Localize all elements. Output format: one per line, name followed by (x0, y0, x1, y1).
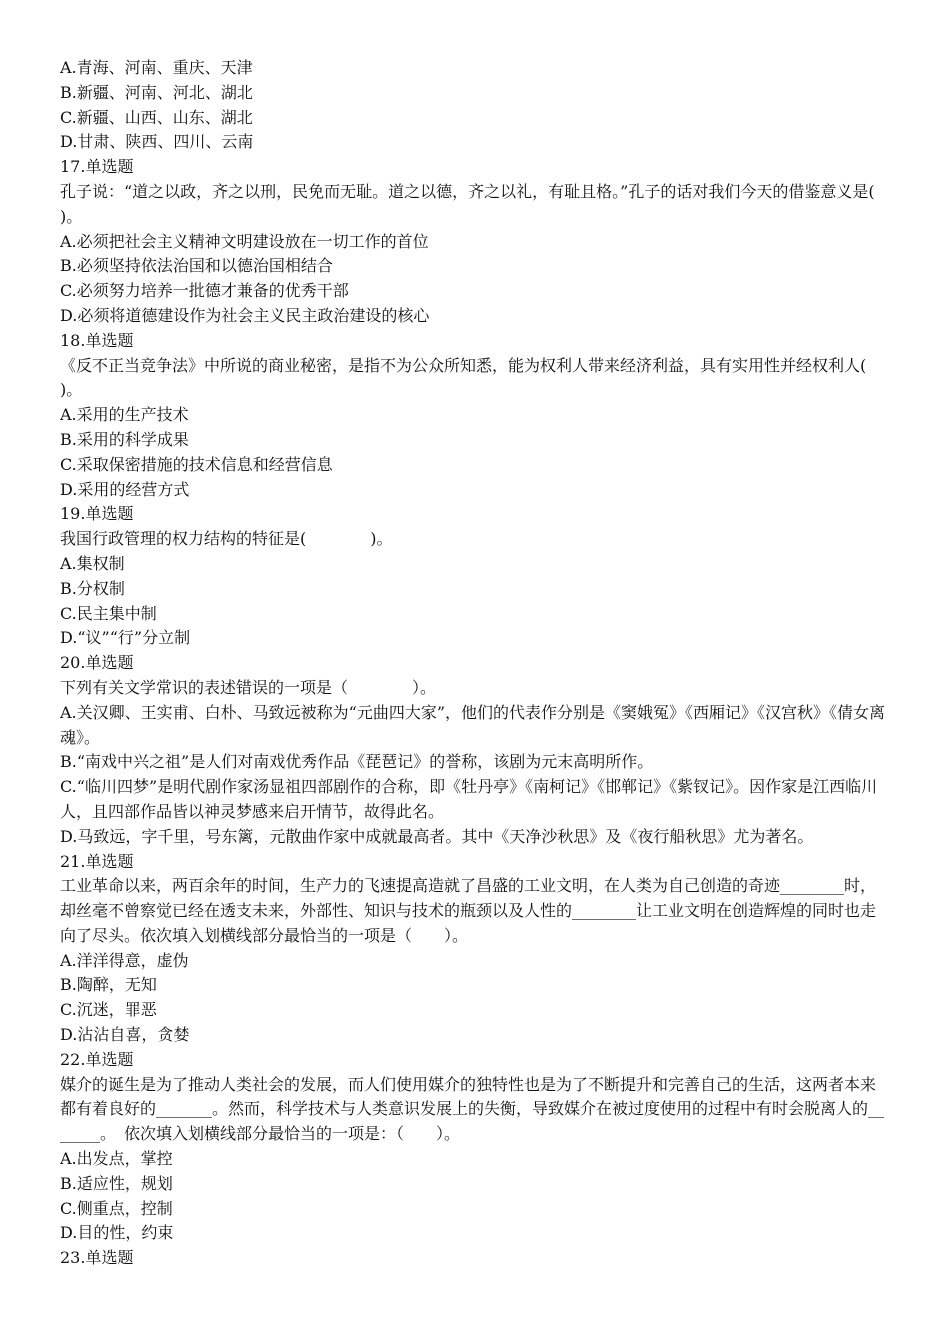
option-c: C.侧重点，控制 (60, 1198, 173, 1218)
option-a: A.关汉卿、王实甫、白朴、马致远被称为“元曲四大家”，他们的代表作分别是《窦娥冤》《西厢记》《汉宫秋》《倩女离魂》。 (60, 702, 886, 747)
option-c: C.采取保密措施的技术信息和经营信息 (60, 454, 333, 474)
question-21 (60, 850, 890, 1048)
option-c: C.民主集中制 (60, 603, 157, 623)
question-stem: 《反不正当竞争法》中所说的商业秘密，是指不为公众所知悉，能为权利人带来经济利益，具有实用性并经权利人( )。 (60, 355, 915, 400)
question-stem: 孔子说：“道之以政，齐之以刑，民免而无耻。道之以德，齐之以礼，有耻且格。”孔子的话对我们今天的借鉴意义是( )。 (60, 181, 939, 226)
question-heading: 22.单选题 (60, 1049, 134, 1069)
question-23 (60, 1246, 890, 1271)
option-d: D.目的性，约束 (60, 1223, 174, 1243)
option-c: C.“临川四梦”是明代剧作家汤显祖四部剧作的合称，即《牡丹亭》《南柯记》《邯郸记》《紫钗记》。因作家是江西临川人，且四部作品皆以神灵梦感来启开情节，故得此名。 (60, 777, 878, 821)
option-b: B.必须坚持依法治国和以德治国相结合 (60, 256, 333, 276)
option-a: A.洋洋得意，虚伪 (60, 950, 189, 970)
question-stem: 我国行政管理的权力结构的特征是( )。 (60, 529, 393, 549)
option-b: B.“南戏中兴之祖”是人们对南戏优秀作品《琵琶记》的誉称，该剧为元末高明所作。 (60, 752, 654, 772)
option-b: B.采用的科学成果 (60, 429, 189, 449)
question-20 (60, 651, 890, 849)
option-d: D.必须将道德建设作为社会主义民主政治建设的核心 (60, 305, 430, 325)
exam-content (60, 56, 939, 1271)
question-heading: 21.单选题 (60, 851, 134, 871)
question-19 (60, 502, 890, 651)
option-b: B.陶醉，无知 (60, 975, 157, 995)
option-c: C.必须努力培养一批德才兼备的优秀干部 (60, 281, 349, 301)
option-c: C.沉迷，罪恶 (60, 1000, 157, 1020)
question-16 (60, 56, 890, 155)
question-heading: 23.单选题 (60, 1248, 134, 1268)
option-b: B.分权制 (60, 578, 125, 598)
question-22 (60, 1048, 890, 1246)
option-a: A.出发点，掌控 (60, 1149, 173, 1169)
option-d: D.采用的经营方式 (60, 479, 190, 499)
question-heading: 17.单选题 (60, 157, 134, 177)
question-stem: 媒介的诞生是为了推动人类社会的发展，而人们使用媒介的独特性也是为了不断提升和完善自己的生活，这两者本来都有着良好的_______。然而，科学技术与人类意识发展上的失衡，导致媒介在被过度使用的过程中有时会脱离人的_______。 依次填入划横线部分最恰当的一项是：（ ）。 (60, 1074, 885, 1144)
question-heading: 18.单选题 (60, 330, 134, 350)
question-stem: 下列有关文学常识的表述错误的一项是（ ）。 (60, 677, 437, 697)
option-a: A.必须把社会主义精神文明建设放在一切工作的首位 (60, 231, 429, 251)
option-d: D.“议”“行”分立制 (60, 628, 191, 648)
question-stem: 工业革命以来，两百余年的时间，生产力的飞速提高造就了昌盛的工业文明，在人类为自己创造的奇迹________时，却丝毫不曾察觉已经在透支未来，外部性、知识与技术的瓶颈以及人性的________让工业文明在创造辉煌的同时也走向了尽头。依次填入划横线部分最恰当的一项是（ ）。 (60, 876, 877, 945)
option-d: D.甘肃、陕西、四川、云南 (60, 132, 254, 152)
option-a: A.青海、河南、重庆、天津 (60, 58, 253, 77)
question-17 (60, 155, 939, 329)
option-a: A.采用的生产技术 (60, 405, 189, 425)
question-18 (60, 329, 915, 503)
option-b: B.新疆、河南、河北、湖北 (60, 82, 253, 102)
option-a: A.集权制 (60, 553, 125, 573)
option-b: B.适应性，规划 (60, 1173, 173, 1193)
option-c: C.新疆、山西、山东、湖北 (60, 107, 253, 127)
question-heading: 20.单选题 (60, 653, 134, 673)
option-d: D.马致远，字千里，号东篱，元散曲作家中成就最高者。其中《天净沙秋思》及《夜行船秋思》尤为著名。 (60, 826, 814, 846)
option-d: D.沾沾自喜，贪婪 (60, 1025, 190, 1045)
question-heading: 19.单选题 (60, 504, 134, 524)
